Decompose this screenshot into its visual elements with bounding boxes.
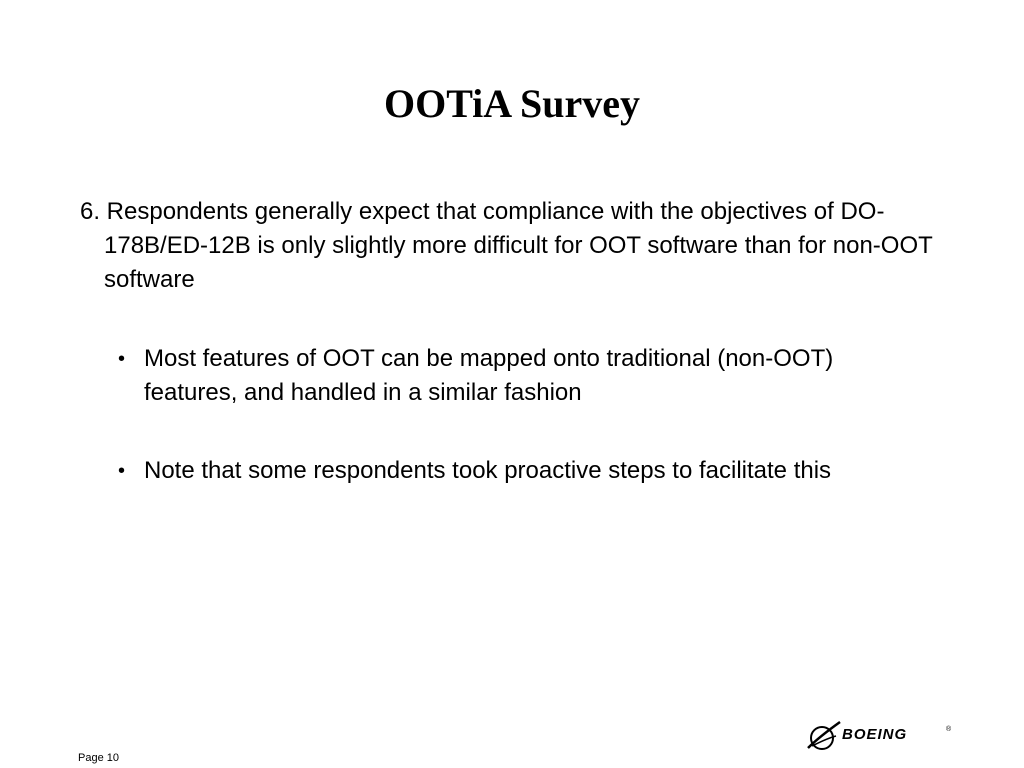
boeing-logo (806, 718, 956, 754)
bullet-icon: • (118, 460, 126, 482)
bullet-icon: • (118, 348, 126, 370)
slide-title: OOTiA Survey (384, 81, 640, 126)
page-number: Page 10 (78, 752, 119, 764)
sub-point (118, 454, 918, 488)
sub-point (118, 342, 918, 410)
logo-wordmark: BOEING (842, 726, 908, 743)
sub-point-text: Most features of OOT can be mapped onto traditional (non-OOT) features, and handled in a similar fashion (144, 345, 834, 406)
main-point: 6. Respondents generally expect that compliance with the objectives of DO-178B/ED-12B is only slightly more difficult for OOT software than for non-OOT software (80, 198, 933, 293)
sub-point-list (118, 342, 918, 532)
registered-mark: ® (946, 726, 952, 733)
boeing-logo-icon (806, 718, 842, 754)
sub-point-text: Note that some respondents took proactive steps to facilitate this (144, 457, 832, 484)
